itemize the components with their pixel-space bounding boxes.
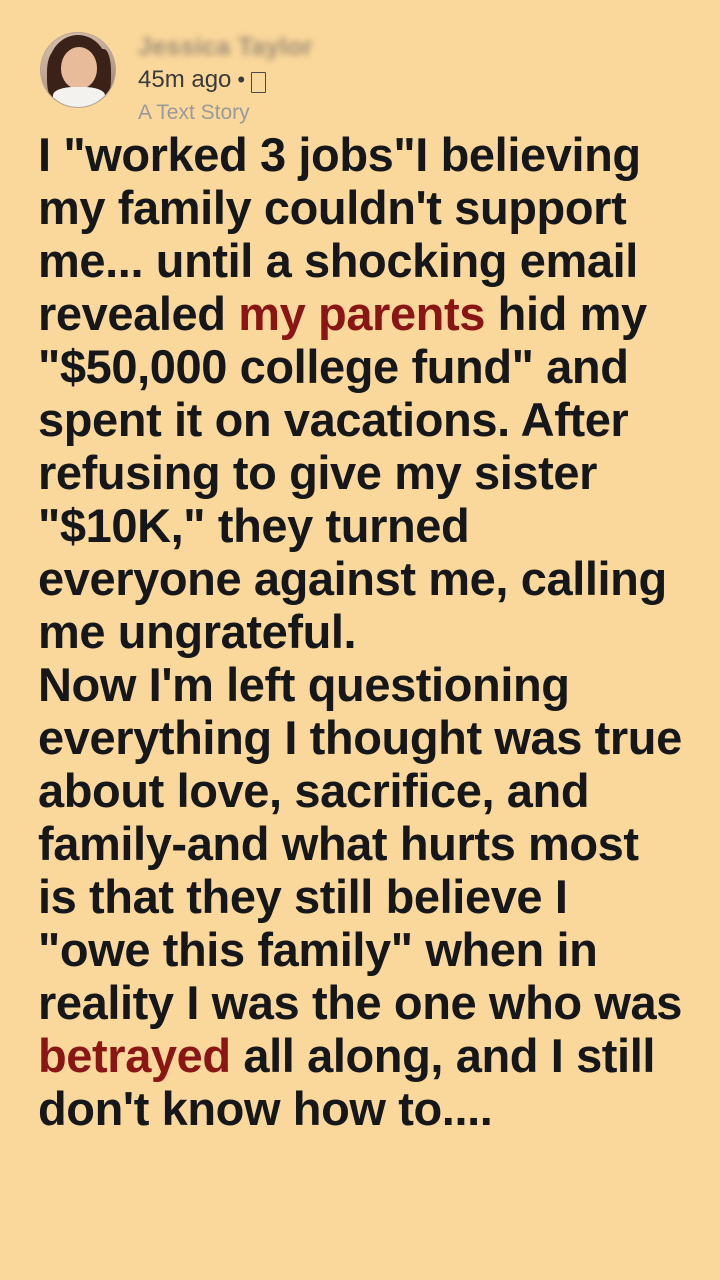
globe-icon	[251, 72, 266, 93]
story-paragraph-2	[38, 658, 684, 1135]
meta-separator: •	[237, 67, 246, 93]
avatar-shirt-icon	[53, 87, 105, 107]
story-text-2a: Now I'm left questioning everything I thought was true about love, sacrifice, and family-and what hurts most is that they still believe I "owe this family" when in reality I was the one who was	[38, 658, 682, 1029]
story-highlight-2: betrayed	[38, 1029, 231, 1082]
post-header	[0, 0, 720, 124]
post-meta	[138, 65, 313, 95]
story-text-1b: hid my "$50,000 college fund" and spent it on vacations. After refusing to give my sister "$10K," they turned everyone against me, calling me ungrateful.	[38, 287, 667, 658]
story-text-2b: all along, and I still don't know how to....	[38, 1029, 656, 1135]
story-type-label: A Text Story	[138, 101, 250, 124]
story-body	[0, 110, 720, 1135]
avatar-face-icon	[61, 47, 97, 89]
story-paragraph-1	[38, 128, 684, 658]
story-text-1a: I "worked 3 jobs"I believing my family couldn't support me... until a shocking email revealed	[38, 128, 641, 340]
avatar[interactable]	[40, 32, 116, 108]
author-name[interactable]: Jessica Taylor	[138, 33, 313, 61]
post-timestamp: 45m ago	[138, 66, 232, 93]
story-highlight-1: my parents	[238, 287, 485, 340]
post-header-text	[138, 32, 313, 125]
